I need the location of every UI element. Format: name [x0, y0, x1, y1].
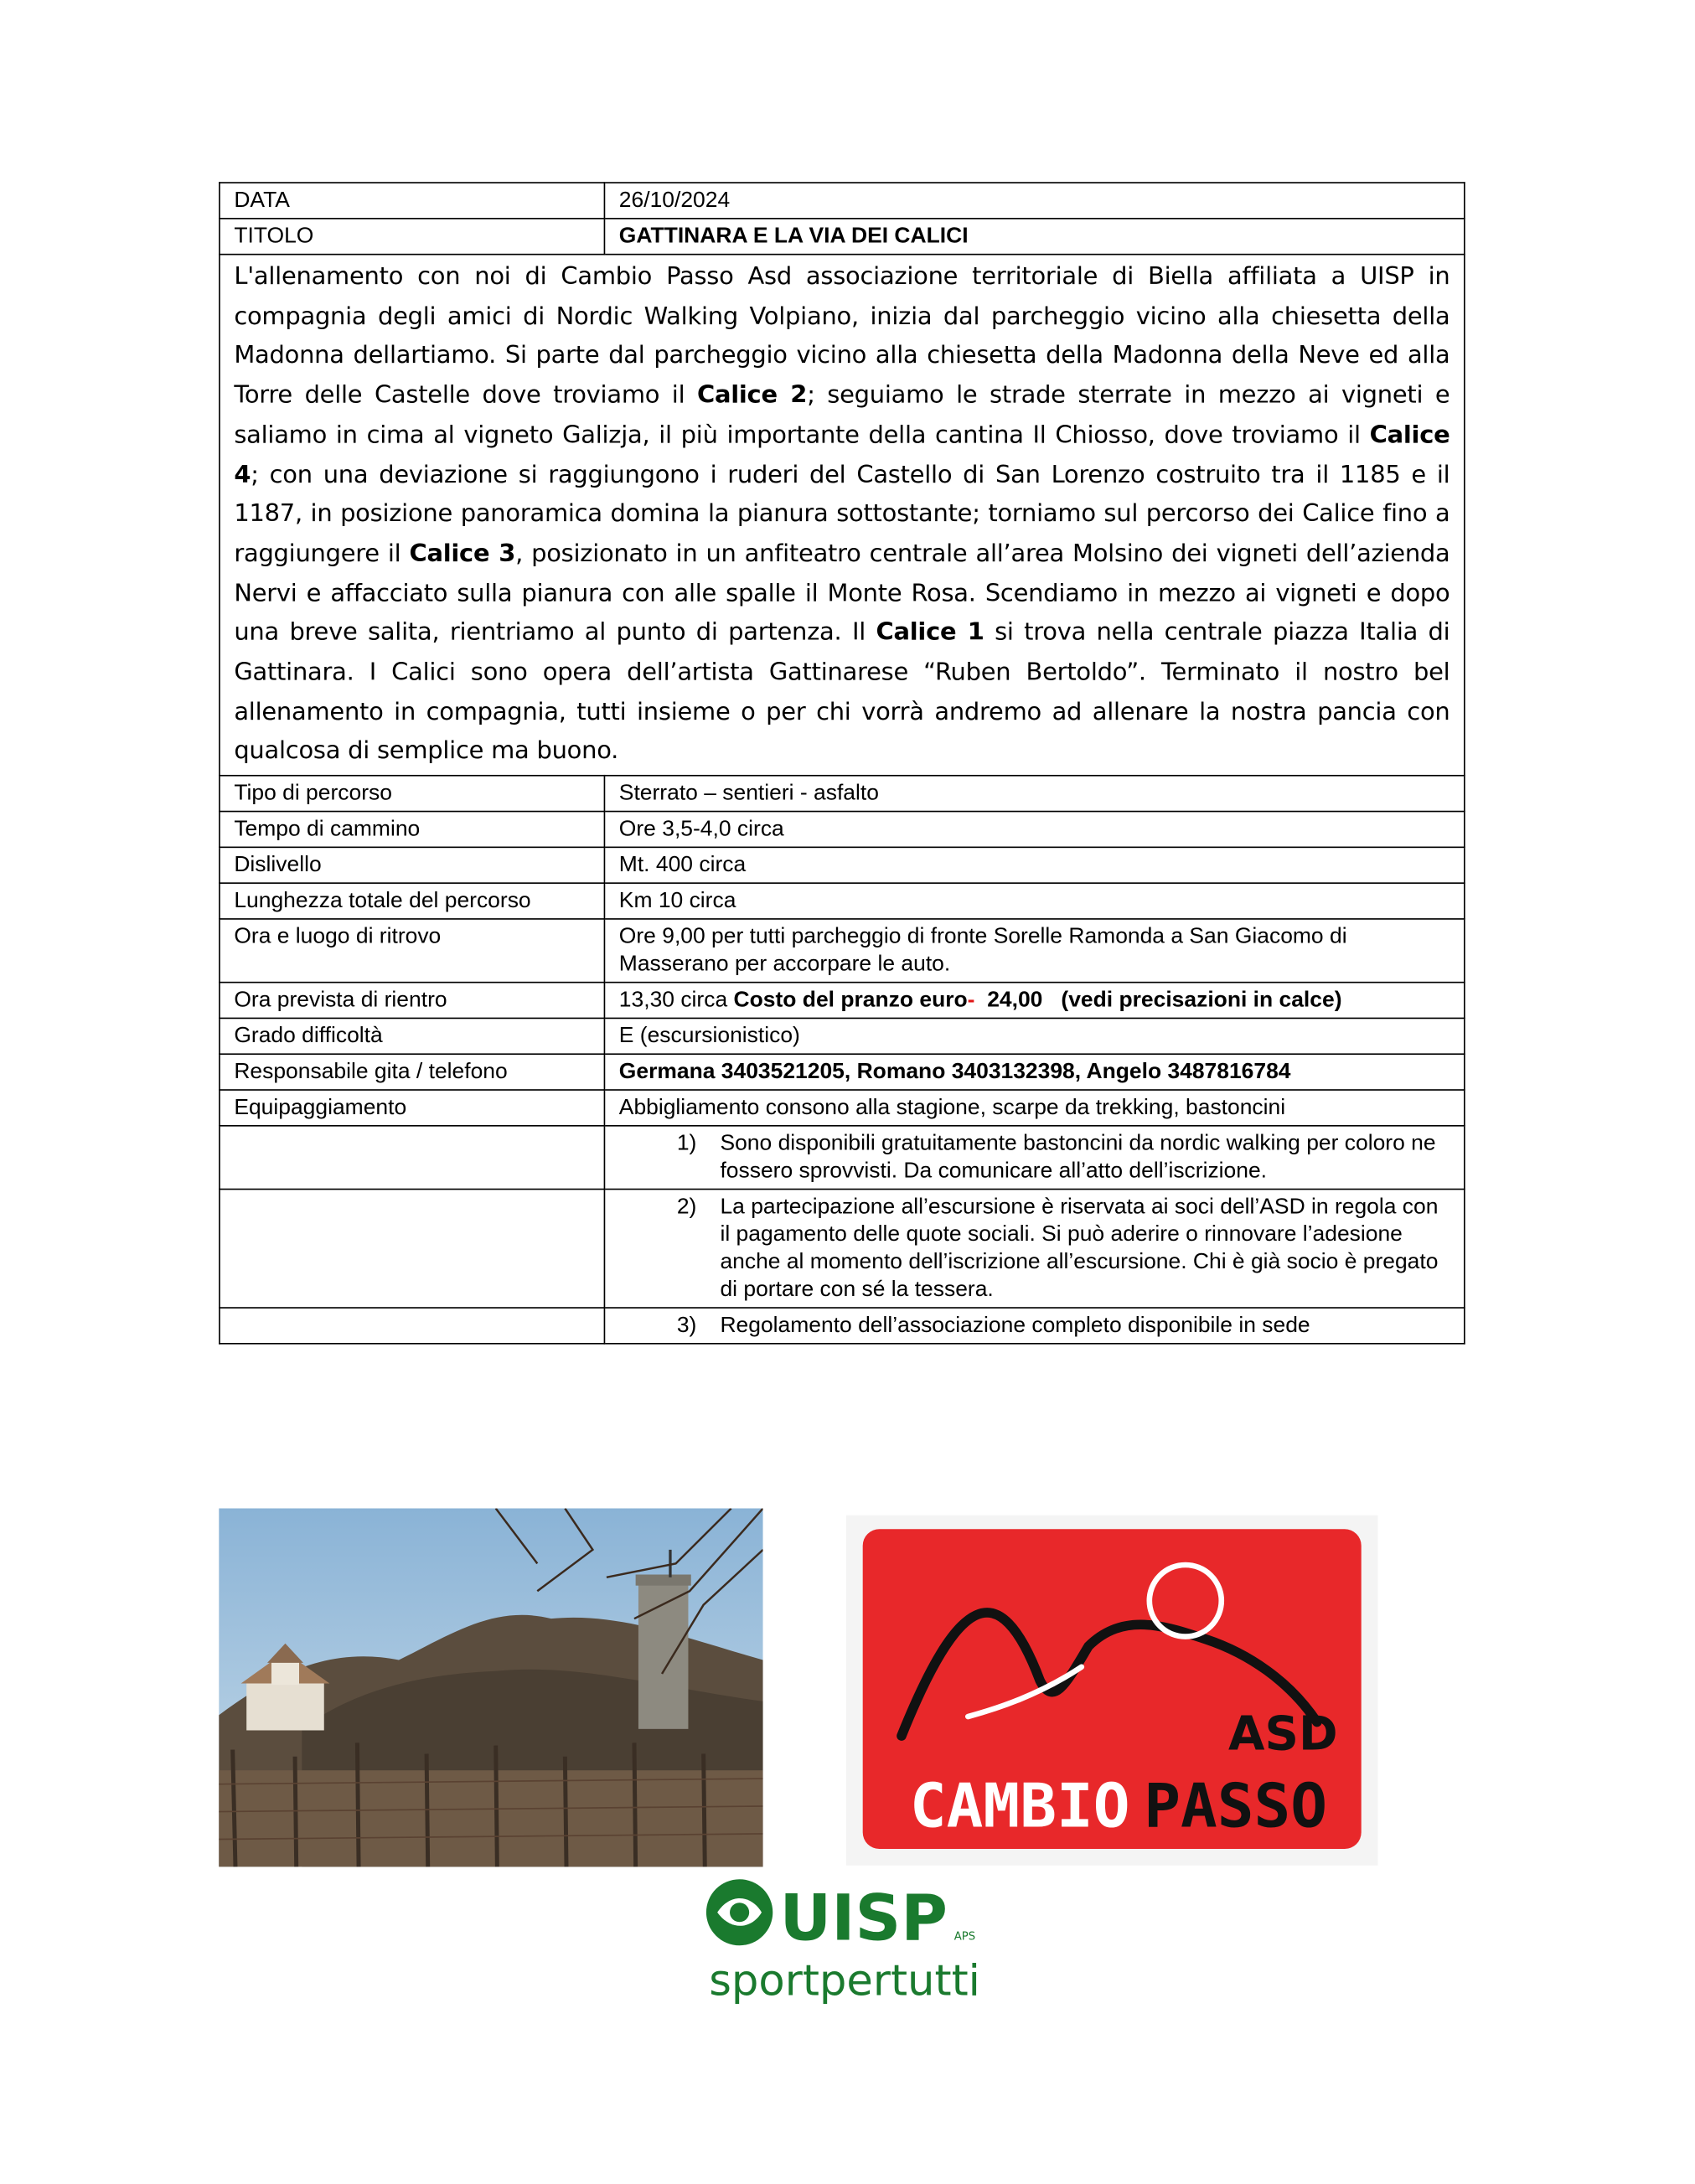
- note-text: Sono disponibili gratuitamente bastoncini da nordic walking per coloro ne fossero sprovvisti. Da comunicare all’atto dell’iscrizione.: [720, 1132, 1436, 1184]
- return-value: [604, 983, 1464, 1019]
- row-label: Ora e luogo di ritrovo: [220, 919, 604, 983]
- description-part: ; seguiamo le strade sterrate in mezzo ai vigneti e saliamo in cima al vigneto Galizja, il più importante della cantina Il Chiosso, dove troviamo il: [234, 382, 1450, 450]
- contact-value: Germana 3403521205, Romano 3403132398, Angelo 3487816784: [604, 1054, 1464, 1090]
- empty-cell: [220, 1308, 604, 1344]
- description-part: , posizionato in un anfiteatro centrale all’area Molsino dei vigneti dell’azienda Nervi e affacciato sulla pianura con alle spalle il Monte Rosa. Scendiamo in mezzo ai vigneti e dopo una breve salita, rientriamo al punto di partenza. Il: [234, 540, 1450, 648]
- row-label: Responsabile gita / telefono: [220, 1054, 604, 1090]
- row-value: Ore 9,00 per tutti parcheggio di fronte Sorelle Ramonda a San Giacomo di Masserano per accorpare le auto.: [604, 919, 1464, 983]
- note-row: [220, 1308, 1465, 1344]
- row-value: Sterrato – sentieri - asfalto: [604, 776, 1464, 812]
- uisp-text: UISP: [779, 1881, 948, 1955]
- title-row: [220, 219, 1465, 255]
- table-row: [220, 919, 1465, 983]
- row-label: Ora prevista di rientro: [220, 983, 604, 1019]
- lunch-cost-value: 24,00 (vedi precisazioni in calce): [974, 989, 1342, 1013]
- empty-cell: [220, 1190, 604, 1309]
- date-value: 26/10/2024: [604, 183, 1464, 219]
- row-value: Mt. 400 circa: [604, 848, 1464, 884]
- row-label: Tipo di percorso: [220, 776, 604, 812]
- uisp-tagline: sportpertutti: [709, 1956, 980, 2006]
- uisp-logo: [704, 1871, 981, 2009]
- description-part: L'allenamento con noi di Cambio Passo Asd associazione territoriale di Biella affiliata a UISP in compagnia degli amici di Nordic Walking Volpiano, inizia dal parcheggio vicino alla chiesetta della Madonna dellartiamo. Si parte dal parcheggio vicino alla chiesetta della Madonna della Neve ed alla Torre delle Castelle dove troviamo il: [234, 263, 1450, 410]
- row-label: Dislivello: [220, 848, 604, 884]
- description-part: si trova nella centrale piazza Italia di Gattinara. I Calici sono opera dell’artista Gattinarese “Ruben Bertoldo”. Terminato il nostro bel allenamento in compagnia, tutti insieme o per chi vorrà andremo ad allenare la nostra pancia con qualcosa di semplice ma buono.: [234, 619, 1450, 767]
- calice-1: Calice 1: [876, 619, 984, 648]
- table-row: [220, 883, 1465, 919]
- description: [220, 255, 1465, 776]
- row-label: Tempo di cammino: [220, 812, 604, 848]
- row-value: Abbigliamento consono alla stagione, scarpe da trekking, bastoncini: [604, 1090, 1464, 1126]
- asd-text: ASD: [1228, 1706, 1338, 1762]
- row-label: Equipaggiamento: [220, 1090, 604, 1126]
- cambio-text: CAMBIO: [909, 1771, 1130, 1842]
- row-value: Ore 3,5-4,0 circa: [604, 812, 1464, 848]
- passo-text: PASSO: [1144, 1771, 1328, 1842]
- landscape-photo: [219, 1509, 763, 1867]
- calice-2: Calice 2: [696, 382, 808, 410]
- event-table: [219, 182, 1465, 1345]
- title-value: GATTINARA E LA VIA DEI CALICI: [604, 219, 1464, 255]
- table-row: [220, 776, 1465, 812]
- date-label: DATA: [220, 183, 604, 219]
- calice-4: Calice 4: [234, 421, 1450, 489]
- contact-row: [220, 1054, 1465, 1090]
- lunch-cost-dash: -: [967, 989, 975, 1013]
- row-label: Lunghezza totale del percorso: [220, 883, 604, 919]
- note-number: 3): [676, 1314, 697, 1338]
- row-label: Grado difficoltà: [220, 1019, 604, 1055]
- description-row: [220, 255, 1465, 776]
- return-row: [220, 983, 1465, 1019]
- empty-cell: [220, 1126, 604, 1190]
- note-row: [220, 1126, 1465, 1190]
- row-value: E (escursionistico): [604, 1019, 1464, 1055]
- difficulty-row: [220, 1019, 1465, 1055]
- note-number: 1): [676, 1132, 697, 1156]
- note-text: Regolamento dell’associazione completo disponibile in sede: [720, 1314, 1310, 1338]
- note-cell: [604, 1190, 1464, 1309]
- cambio-passo-logo: [846, 1515, 1378, 1866]
- table-row: [220, 812, 1465, 848]
- return-time: 13,30 circa: [618, 989, 734, 1013]
- uisp-aps: APS: [953, 1930, 976, 1944]
- lunch-cost-label: Costo del pranzo euro: [733, 989, 968, 1013]
- equipment-row: [220, 1090, 1465, 1126]
- description-part: ; con una deviazione si raggiungono i ruderi del Castello di San Lorenzo costruito tra il 1185 e il 1187, in posizione panoramica domina la pianura sottostante; torniamo sul percorso dei Calice fino a raggiungere il: [234, 461, 1450, 568]
- title-label: TITOLO: [220, 219, 604, 255]
- note-number: 2): [676, 1195, 697, 1220]
- date-row: [220, 183, 1465, 219]
- note-cell: [604, 1308, 1464, 1344]
- calice-3: Calice 3: [409, 540, 516, 568]
- note-text: La partecipazione all’escursione è riservata ai soci dell’ASD in regola con il pagamento delle quote sociali. Si può aderire o rinnovare l’adesione anche al momento dell’iscrizione all’escursione. Chi è già socio è pregato di portare con sé la tessera.: [720, 1195, 1439, 1302]
- note-cell: [604, 1126, 1464, 1190]
- table-row: [220, 848, 1465, 884]
- row-value: Km 10 circa: [604, 883, 1464, 919]
- note-row: [220, 1190, 1465, 1309]
